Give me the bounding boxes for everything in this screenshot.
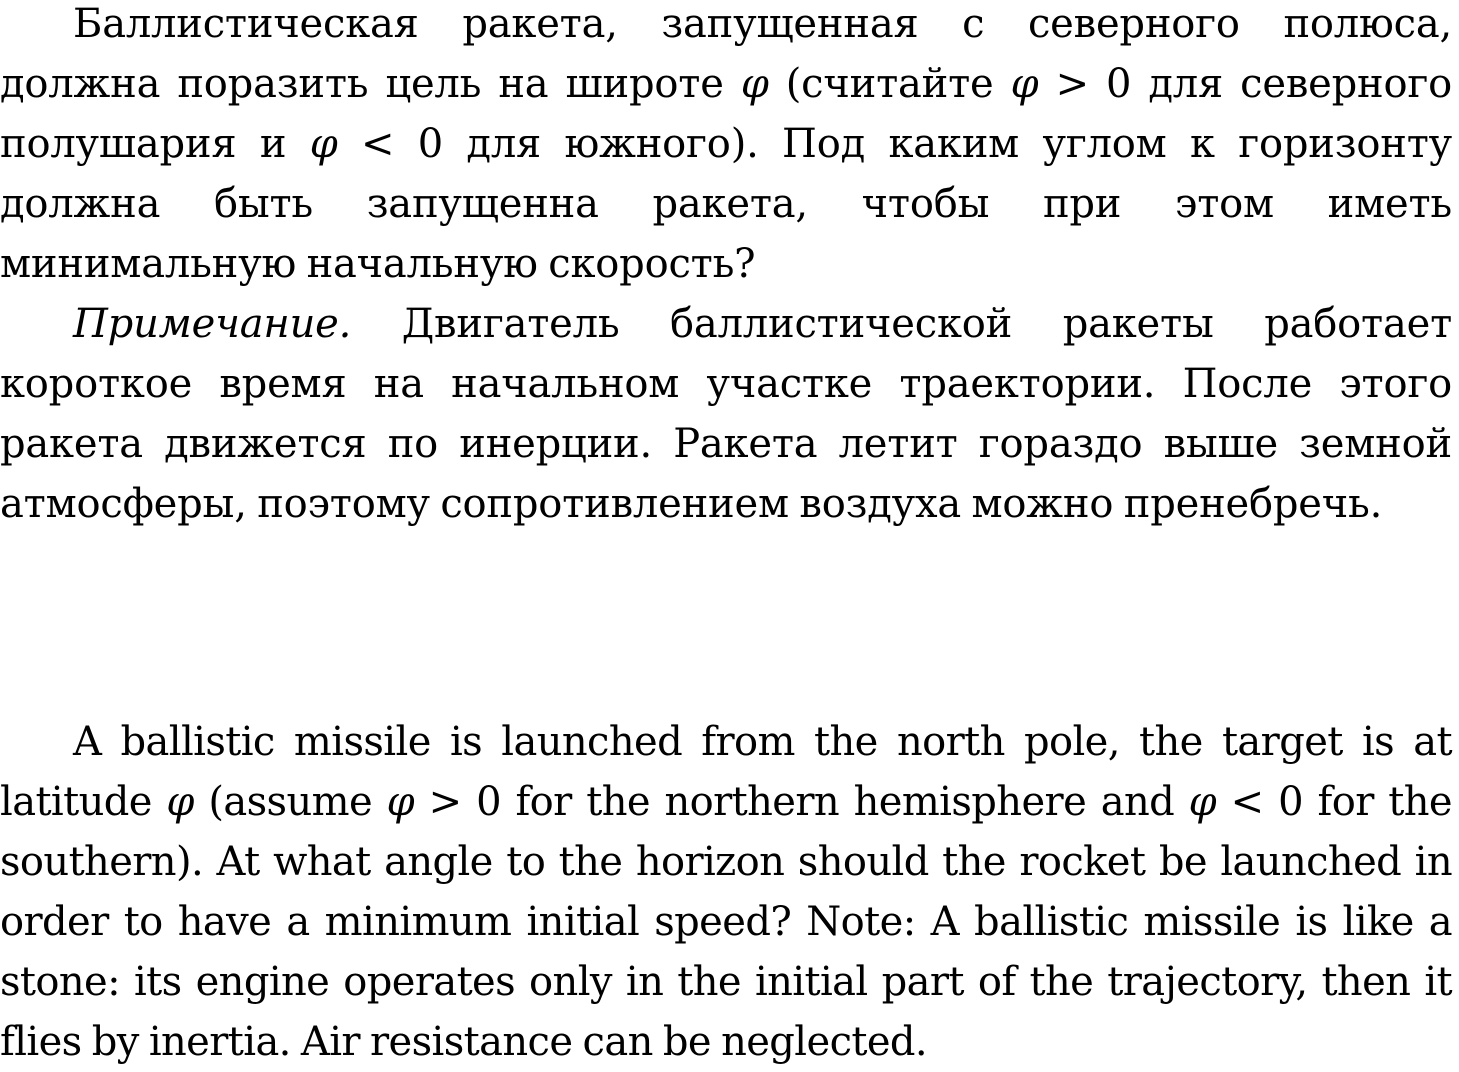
russian-problem-text-3: > 0 для северного полушария и [0, 61, 1453, 167]
english-paragraph [0, 712, 1452, 1072]
russian-problem-text-1: Баллистическая ракета, запущенная с северного полюса, должна поразить цель на широте [0, 1, 1452, 107]
russian-note-text: Двигатель баллистической ракеты работает короткое время на начальном участке траектории. После этого ракета движется по инерции. Ракета летит гораздо выше земной атмосферы, поэтому сопротивлением воздуха можно пренебречь. [0, 301, 1452, 527]
english-section [0, 712, 1452, 1072]
phi-symbol: φ [1010, 61, 1039, 107]
russian-problem-paragraph [0, 0, 1452, 294]
phi-symbol: φ [740, 61, 769, 107]
phi-symbol: φ [1188, 779, 1217, 825]
english-text-4: < 0 for the southern). At what angle to the horizon should the rocket be launched in order to have a minimum initial speed? Note: A ballistic missile is like a stone: its engine operates only in the initial part of the trajectory, then it flies by inertia. Air resistance can be neglected. [0, 779, 1453, 1065]
phi-symbol: φ [166, 779, 194, 825]
phi-symbol: φ [309, 121, 338, 167]
russian-note-paragraph [0, 294, 1452, 534]
russian-problem-text-4: < 0 для южного). Под каким углом к горизонту должна быть запущенна ракета, чтобы при этом иметь минимальную начальную скорость? [0, 121, 1452, 287]
english-text-1: A ballistic missile is launched from the north pole, the target is at latitude [0, 719, 1452, 825]
english-text-2: (assume [193, 779, 387, 825]
english-text-3: > 0 for the northern hemisphere and [414, 779, 1189, 825]
phi-symbol: φ [386, 779, 415, 825]
russian-section [0, 0, 1452, 534]
note-label: Примечание. [73, 301, 352, 347]
russian-problem-text-2: (считайте [768, 61, 1011, 107]
